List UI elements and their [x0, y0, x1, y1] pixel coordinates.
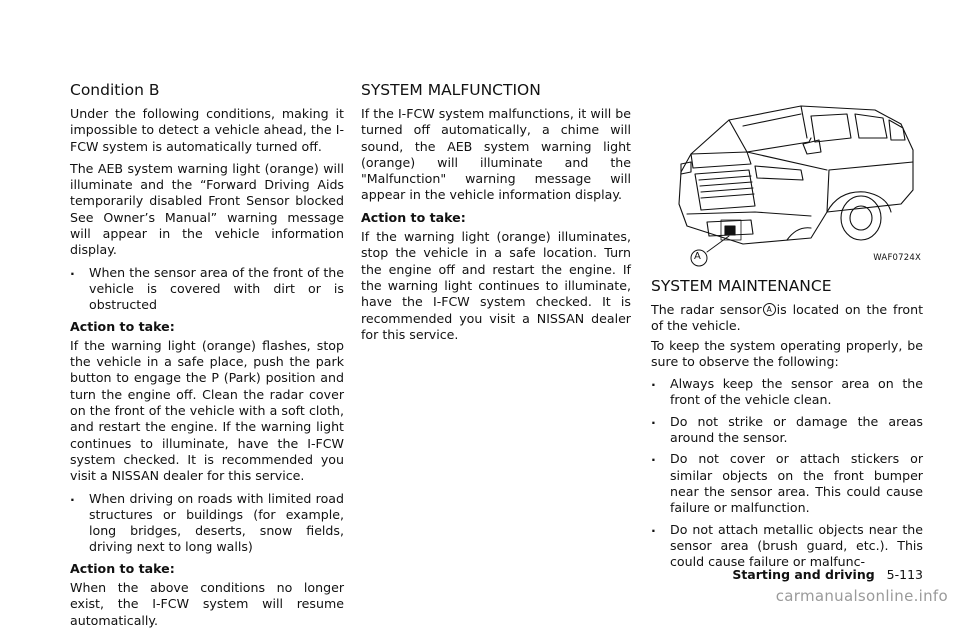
bullet-text: When driving on roads with limited road structures or buildings (for example, long bridges, deserts, snow fields, driving next to long walls) — [89, 490, 344, 555]
action-text: If the warning light (orange) flashes, stop the vehicle in a safe place, push the park button to engage the P (Park) position and turn the engine off. Clean the radar cover on the front of the vehicle with a soft cloth, and restart the engine. If the warning light continues to illuminate, have the I-FCW system checked. It is recommended you visit a NISSAN dealer for this service. — [70, 337, 344, 484]
bullet-text: Do not cover or attach stickers or similar objects on the front bumper near the sensor area. This could cause failure or malfunction. — [670, 451, 923, 516]
page-footer — [732, 567, 923, 582]
vehicle-figure — [651, 94, 923, 268]
condition-b-heading: Condition B — [70, 81, 160, 99]
figure-caption: WAF0724X — [873, 252, 921, 263]
figure-marker-label: A — [694, 251, 701, 262]
bullet-icon: . — [651, 449, 656, 465]
column-left — [70, 80, 344, 635]
bullet-icon: . — [651, 374, 656, 390]
condition-b-intro: Under the following conditions, making it impossible to detect a vehicle ahead, the I-FCW system is automatically turned off. — [70, 106, 344, 154]
footer-section-title: Starting and driving — [732, 567, 875, 582]
action-label: Action to take: — [70, 560, 175, 576]
page-number: 5-113 — [886, 567, 923, 582]
list-item — [651, 451, 923, 516]
vehicle-illustration — [651, 94, 923, 268]
bullet-icon: . — [70, 262, 75, 278]
sensor-text-after: is located on the front of the vehicle. — [651, 302, 924, 334]
bullet-text: Do not strike or damage the areas around the sensor. — [670, 413, 923, 446]
bullet-icon: . — [651, 411, 656, 427]
list-item — [651, 411, 923, 447]
action-label: Action to take: — [70, 318, 175, 334]
bullet-text: When the sensor area of the front of the vehicle is covered with dirt or is obstructed — [89, 264, 344, 313]
sensor-marker-icon: A — [763, 303, 776, 316]
list-item — [651, 519, 923, 571]
bullet-icon: . — [70, 488, 75, 504]
sensor-location-paragraph — [651, 302, 923, 335]
action-text: When the above conditions no longer exist, the I-FCW system will resume automatically. — [70, 580, 344, 628]
system-maintenance-heading: SYSTEM MAINTENANCE — [651, 277, 832, 295]
list-item — [70, 262, 344, 314]
action-text: If the warning light (orange) illuminates, stop the vehicle in a safe location. Turn the engine off and restart the engine. If the warning light continues to illuminate, have the I-FCW system checked. It is recommended you visit a NISSAN dealer for this service. — [361, 229, 631, 342]
bullet-text: Always keep the sensor area on the front of the vehicle clean. — [670, 376, 923, 408]
warning-light-paragraph: The AEB system warning light (orange) will illuminate and the “Forward Driving Aids temporarily disabled Front Sensor blocked See Owner’s Manual” warning message will appear in the vehicle information display. — [70, 160, 344, 258]
bullet-icon: . — [651, 519, 656, 535]
sensor-text-before: The radar sensor — [651, 302, 762, 317]
malfunction-paragraph: If the I-FCW system malfunctions, it will be turned off automatically, a chime will sound, the AEB system warning light (orange) will illuminate and the "Malfunction" warning message will appear in the vehicle information display. — [361, 106, 631, 203]
column-middle — [361, 80, 631, 349]
system-malfunction-heading: SYSTEM MALFUNCTION — [361, 81, 541, 99]
action-label: Action to take: — [361, 209, 466, 225]
list-item — [70, 488, 344, 556]
maintenance-intro: To keep the system operating properly, be sure to observe the following: — [651, 337, 923, 369]
bullet-text: Do not attach metallic objects near the sensor area (brush guard, etc.). This could cause failure or malfunc- — [670, 521, 923, 570]
list-item — [651, 376, 923, 409]
watermark: carmanualsonline.info — [775, 587, 948, 605]
column-right — [651, 94, 923, 575]
